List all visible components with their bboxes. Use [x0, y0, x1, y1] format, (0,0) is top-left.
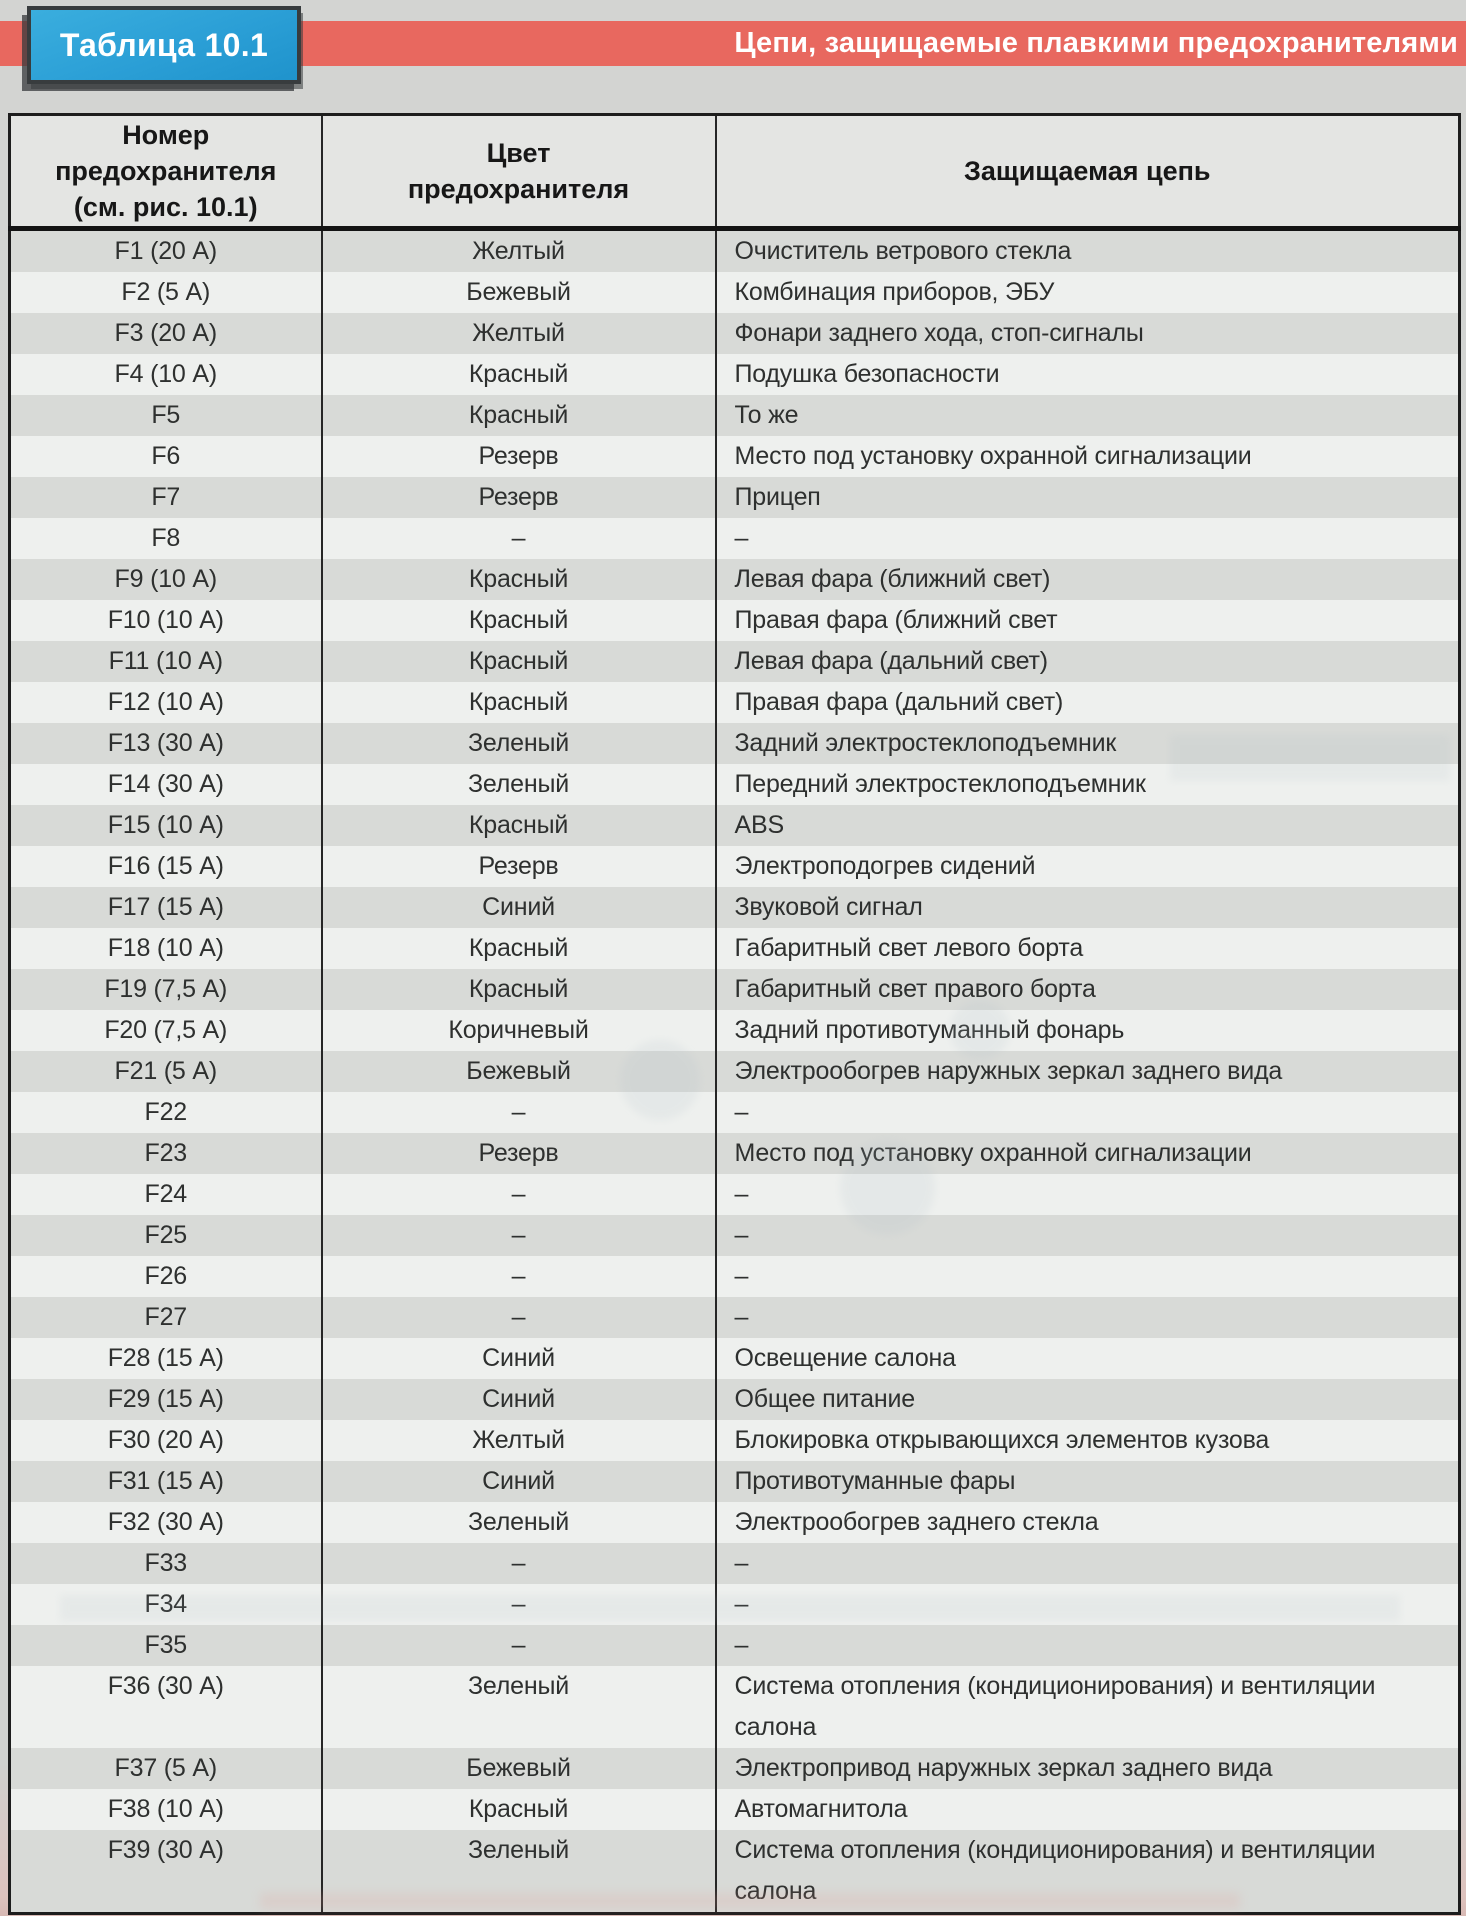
table-number-badge [27, 6, 301, 84]
protected-circuit-cell: Очиститель ветрового стекла [716, 229, 1460, 273]
table-row [10, 1789, 1460, 1830]
fuse-color-cell: Желтый [322, 1420, 716, 1461]
protected-circuit-cell: Комбинация приборов, ЭБУ [716, 272, 1460, 313]
fuse-number-cell: F39 (30 А) [107, 1836, 224, 1864]
fuse-color-cell: Бежевый [322, 1051, 716, 1092]
header-fuse-number [10, 115, 322, 229]
fuse-number-cell: F28 (15 А) [107, 1344, 224, 1372]
protected-circuit-cell: Правая фара (дальний свет) [716, 682, 1460, 723]
fuse-table-header [10, 115, 1460, 229]
fuse-color-cell: Красный [322, 354, 716, 395]
table-row [10, 313, 1460, 354]
protected-circuit-cell: Прицеп [716, 477, 1460, 518]
protected-circuit-cell: Габаритный свет правого борта [716, 969, 1460, 1010]
fuse-color-cell: Красный [322, 559, 716, 600]
fuse-number-cell: F21 (5 А) [114, 1057, 217, 1085]
fuse-number-cell: F33 [144, 1549, 187, 1577]
fuse-color-cell: Красный [322, 969, 716, 1010]
fuse-number-cell: F30 (20 А) [107, 1426, 224, 1454]
table-row [10, 477, 1460, 518]
fuse-number-cell: F3 (20 А) [114, 319, 217, 347]
fuse-color-cell: Зеленый [322, 723, 716, 764]
fuse-color-cell: Резерв [322, 436, 716, 477]
fuse-number-cell: F37 (5 А) [114, 1754, 217, 1782]
table-row [10, 1092, 1460, 1133]
protected-circuit-cell: ABS [716, 805, 1460, 846]
fuse-color-cell: – [322, 1215, 716, 1256]
header-fuse-color [322, 115, 716, 229]
fuse-color-cell: Желтый [322, 229, 716, 273]
fuse-number-cell: F26 [144, 1262, 187, 1290]
header-protected-circuit-label: Защищаемая цепь [963, 156, 1211, 186]
table-number-label: Таблица 10.1 [59, 26, 269, 63]
protected-circuit-cell: – [716, 1092, 1460, 1133]
table-title: Цепи, защищаемые плавкими предохранителями [734, 27, 1458, 59]
table-row [10, 518, 1460, 559]
header-protected-circuit [716, 115, 1460, 229]
table-row [10, 1174, 1460, 1215]
fuse-color-cell: Зеленый [322, 1502, 716, 1543]
fuse-color-cell: Красный [322, 805, 716, 846]
protected-circuit-cell: Правая фара (ближний свет [716, 600, 1460, 641]
table-row [10, 1215, 1460, 1256]
protected-circuit-cell: – [716, 1256, 1460, 1297]
protected-circuit-cell: – [716, 1297, 1460, 1338]
protected-circuit-cell: – [716, 1625, 1460, 1666]
fuse-color-cell: Резерв [322, 1133, 716, 1174]
fuse-table [8, 113, 1461, 1915]
table-row [10, 1461, 1460, 1502]
table-row [10, 436, 1460, 477]
fuse-number-cell: F7 [151, 483, 181, 511]
fuse-color-cell: Красный [322, 600, 716, 641]
table-row [10, 723, 1460, 764]
fuse-color-cell: Красный [322, 1789, 716, 1830]
table-row [10, 1051, 1460, 1092]
table-row [10, 600, 1460, 641]
protected-circuit-cell: Блокировка открывающихся элементов кузова [716, 1420, 1460, 1461]
table-row [10, 805, 1460, 846]
table-row [10, 1338, 1460, 1379]
fuse-number-cell: F17 (15 А) [107, 893, 224, 921]
fuse-number-cell: F1 (20 А) [114, 237, 217, 265]
fuse-color-cell: – [322, 1543, 716, 1584]
table-row [10, 1010, 1460, 1051]
fuse-color-cell: Синий [322, 1379, 716, 1420]
table-row [10, 559, 1460, 600]
fuse-color-cell: Бежевый [322, 272, 716, 313]
fuse-number-cell: F35 [144, 1631, 187, 1659]
protected-circuit-cell: Левая фара (дальний свет) [716, 641, 1460, 682]
fuse-number-cell: F36 (30 А) [107, 1672, 224, 1700]
fuse-number-cell: F16 (15 А) [107, 852, 224, 880]
table-row [10, 1133, 1460, 1174]
fuse-number-cell: F20 (7,5 А) [104, 1016, 228, 1044]
fuse-number-cell: F19 (7,5 А) [104, 975, 228, 1003]
fuse-number-cell: F9 (10 А) [114, 565, 217, 593]
fuse-color-cell: Синий [322, 887, 716, 928]
fuse-number-cell: F29 (15 А) [107, 1385, 224, 1413]
protected-circuit-cell: Электрообогрев заднего стекла [716, 1502, 1460, 1543]
table-row [10, 395, 1460, 436]
fuse-color-cell: – [322, 1256, 716, 1297]
fuse-number-cell: F11 (10 А) [108, 647, 223, 675]
fuse-number-cell: F14 (30 А) [107, 770, 224, 798]
table-row [10, 354, 1460, 395]
fuse-number-cell: F8 [151, 524, 181, 552]
fuse-number-cell: F15 (10 А) [107, 811, 224, 839]
table-row [10, 969, 1460, 1010]
fuse-number-cell: F24 [144, 1180, 187, 1208]
protected-circuit-cell: – [716, 1543, 1460, 1584]
fuse-color-cell: Красный [322, 395, 716, 436]
fuse-color-cell: Зеленый [322, 1666, 716, 1748]
protected-circuit-cell: – [716, 1215, 1460, 1256]
protected-circuit-cell: Система отопления (кондиционирования) и вентиляции салона [716, 1830, 1460, 1914]
fuse-number-cell: F31 (15 А) [107, 1467, 224, 1495]
fuse-table-container [8, 113, 1458, 1915]
fuse-color-cell: Красный [322, 928, 716, 969]
fuse-color-cell: Зеленый [322, 764, 716, 805]
table-row [10, 846, 1460, 887]
table-row [10, 1420, 1460, 1461]
table-row [10, 1543, 1460, 1584]
fuse-color-cell: – [322, 1625, 716, 1666]
protected-circuit-cell: Противотуманные фары [716, 1461, 1460, 1502]
fuse-color-cell: – [322, 518, 716, 559]
table-row [10, 928, 1460, 969]
protected-circuit-cell: Электропривод наружных зеркал заднего вида [716, 1748, 1460, 1789]
table-row [10, 229, 1460, 273]
fuse-color-cell: Красный [322, 682, 716, 723]
fuse-number-cell: F4 (10 А) [114, 360, 217, 388]
protected-circuit-cell: – [716, 518, 1460, 559]
protected-circuit-cell: Фонари заднего хода, стоп-сигналы [716, 313, 1460, 354]
protected-circuit-cell: Звуковой сигнал [716, 887, 1460, 928]
fuse-color-cell: Синий [322, 1338, 716, 1379]
fuse-number-cell: F18 (10 А) [107, 934, 224, 962]
fuse-color-cell: Красный [322, 641, 716, 682]
fuse-color-cell: Синий [322, 1461, 716, 1502]
fuse-number-cell: F32 (30 А) [107, 1508, 224, 1536]
fuse-color-cell: Бежевый [322, 1748, 716, 1789]
protected-circuit-cell: Электроподогрев сидений [716, 846, 1460, 887]
header-fuse-number-label: Номер предохранителя (см. рис. 10.1) [55, 120, 277, 222]
fuse-color-cell: – [322, 1297, 716, 1338]
fuse-table-body [10, 229, 1460, 1914]
protected-circuit-cell: – [716, 1584, 1460, 1625]
fuse-number-cell: F34 [144, 1590, 187, 1618]
protected-circuit-cell: То же [716, 395, 1460, 436]
protected-circuit-cell: Система отопления (кондиционирования) и вентиляции салона [716, 1666, 1460, 1748]
fuse-number-cell: F5 [151, 401, 181, 429]
protected-circuit-cell: Электрообогрев наружных зеркал заднего вида [716, 1051, 1460, 1092]
fuse-color-cell: Зеленый [322, 1830, 716, 1914]
fuse-color-cell: Коричневый [322, 1010, 716, 1051]
protected-circuit-cell: Место под установку охранной сигнализации [716, 1133, 1460, 1174]
table-row [10, 887, 1460, 928]
table-row [10, 1666, 1460, 1748]
protected-circuit-cell: Габаритный свет левого борта [716, 928, 1460, 969]
table-row [10, 272, 1460, 313]
fuse-color-cell: – [322, 1584, 716, 1625]
table-row [10, 1584, 1460, 1625]
protected-circuit-cell: Автомагнитола [716, 1789, 1460, 1830]
protected-circuit-cell: Освещение салона [716, 1338, 1460, 1379]
fuse-number-cell: F2 (5 А) [121, 278, 211, 306]
header-fuse-color-label: Цвет предохранителя [407, 138, 630, 204]
fuse-number-cell: F27 [144, 1303, 187, 1331]
table-row [10, 682, 1460, 723]
protected-circuit-cell: Задний противотуманный фонарь [716, 1010, 1460, 1051]
fuse-number-cell: F13 (30 А) [107, 729, 224, 757]
table-row [10, 1748, 1460, 1789]
protected-circuit-cell: Задний электростеклоподъемник [716, 723, 1460, 764]
protected-circuit-cell: Подушка безопасности [716, 354, 1460, 395]
fuse-number-cell: F25 [144, 1221, 187, 1249]
table-row [10, 1830, 1460, 1914]
protected-circuit-cell: Общее питание [716, 1379, 1460, 1420]
table-row [10, 1625, 1460, 1666]
protected-circuit-cell: Передний электростеклоподъемник [716, 764, 1460, 805]
protected-circuit-cell: – [716, 1174, 1460, 1215]
fuse-color-cell: Резерв [322, 477, 716, 518]
fuse-number-cell: F38 (10 А) [107, 1795, 224, 1823]
fuse-number-cell: F6 [151, 442, 181, 470]
table-row [10, 764, 1460, 805]
fuse-color-cell: – [322, 1174, 716, 1215]
fuse-color-cell: – [322, 1092, 716, 1133]
fuse-number-cell: F22 [144, 1098, 187, 1126]
table-row [10, 1502, 1460, 1543]
fuse-number-cell: F23 [144, 1139, 187, 1167]
table-row [10, 1256, 1460, 1297]
fuse-number-cell: F10 (10 А) [107, 606, 224, 634]
protected-circuit-cell: Место под установку охранной сигнализации [716, 436, 1460, 477]
fuse-color-cell: Желтый [322, 313, 716, 354]
fuse-number-cell: F12 (10 А) [107, 688, 224, 716]
fuse-color-cell: Резерв [322, 846, 716, 887]
table-row [10, 1379, 1460, 1420]
table-row [10, 1297, 1460, 1338]
protected-circuit-cell: Левая фара (ближний свет) [716, 559, 1460, 600]
table-row [10, 641, 1460, 682]
